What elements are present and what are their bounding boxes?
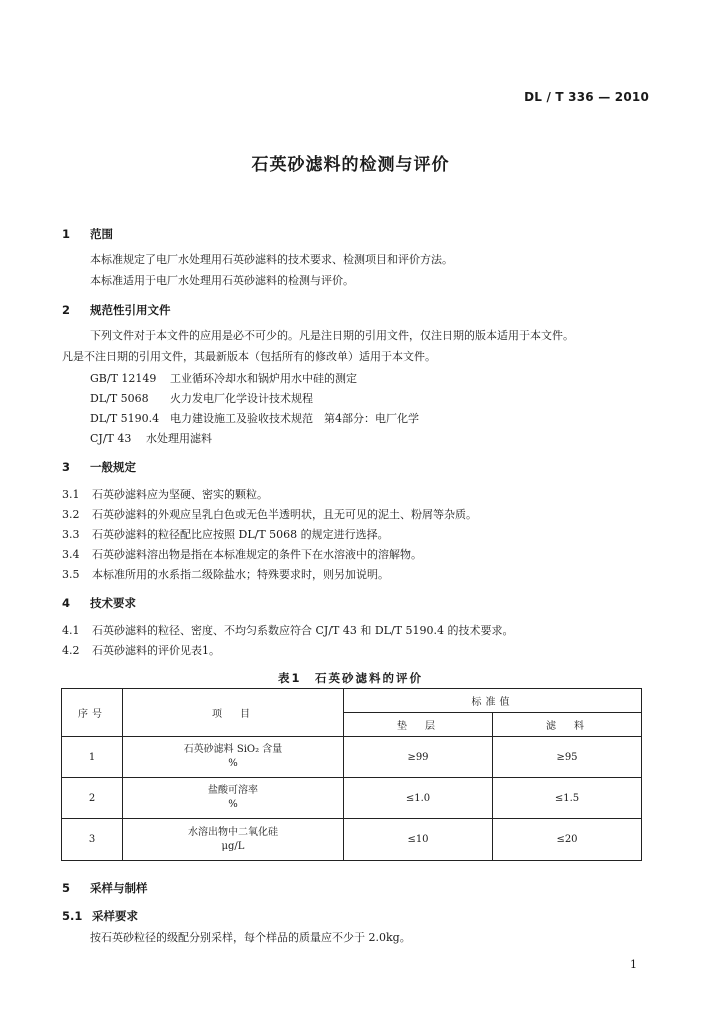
paragraph: 本标准规定了电厂水处理用石英砂滤料的技术要求、检测项目和评价方法。 — [90, 253, 453, 266]
page-number: 1 — [630, 958, 637, 971]
section-4-heading — [62, 595, 136, 611]
section-number: 4 — [62, 596, 71, 610]
subsection-number: 5.1 — [62, 909, 83, 923]
reference-title: 工业循环冷却水和锅炉用水中硅的测定 — [170, 372, 357, 385]
section-title: 采样与制样 — [90, 881, 148, 895]
cell-cushion: ≥99 — [344, 737, 493, 778]
cell-filter: ≤1.5 — [493, 778, 642, 819]
section-5-heading — [62, 880, 148, 896]
clause-number: 3.5 — [62, 568, 80, 581]
clause-text: 石英砂滤料的粒径、密度、不均匀系数应符合 CJ/T 43 和 DL/T 5190.4 的技术要求。 — [92, 624, 514, 637]
section-2-heading — [62, 302, 171, 318]
section-3-heading — [62, 459, 136, 475]
table-row — [62, 819, 642, 861]
subsection-title: 采样要求 — [92, 909, 138, 923]
cell-seq: 3 — [62, 819, 123, 861]
clause-text: 石英砂滤料的评价见表1。 — [92, 644, 220, 657]
cell-seq: 2 — [62, 778, 123, 819]
section-number: 3 — [62, 460, 71, 474]
clause-number: 3.1 — [62, 488, 80, 501]
section-title: 一般规定 — [90, 460, 136, 474]
clause-text: 石英砂滤料应为坚硬、密实的颗粒。 — [92, 488, 268, 501]
clause-item — [62, 642, 220, 658]
cell-seq: 1 — [62, 737, 123, 778]
section-title: 规范性引用文件 — [90, 303, 171, 317]
reference-title: 水处理用滤料 — [146, 432, 212, 445]
reference-item — [90, 430, 212, 446]
clause-item — [62, 546, 422, 562]
evaluation-table — [61, 688, 642, 861]
item-unit: % — [228, 758, 238, 769]
cell-cushion: ≤10 — [344, 819, 493, 861]
reference-code: CJ/T 43 — [90, 432, 132, 445]
paragraph: 按石英砂粒径的级配分别采样，每个样品的质量应不少于 2.0kg。 — [90, 931, 411, 944]
standard-code: DL / T 336 — 2010 — [524, 90, 649, 104]
section-title: 范围 — [90, 227, 113, 241]
paragraph: 本标准适用于电厂水处理用石英砂滤料的检测与评价。 — [90, 274, 354, 287]
reference-item — [90, 410, 419, 426]
paragraph: 凡是不注日期的引用文件，其最新版本（包括所有的修改单）适用于本文件。 — [62, 350, 436, 363]
clause-number: 3.2 — [62, 508, 80, 521]
reference-item — [90, 390, 313, 406]
clause-number: 3.3 — [62, 528, 80, 541]
reference-code: GB/T 12149 — [90, 372, 157, 385]
clause-text: 石英砂滤料溶出物是指在本标准规定的条件下在水溶液中的溶解物。 — [92, 548, 422, 561]
section-number: 1 — [62, 227, 71, 241]
table-caption: 表1 石英砂滤料的评价 — [277, 671, 423, 685]
reference-title: 火力发电厂化学设计技术规程 — [170, 392, 313, 405]
section-title: 技术要求 — [90, 596, 136, 610]
clause-item — [62, 506, 477, 522]
reference-code: DL/T 5068 — [90, 392, 149, 405]
clause-item — [62, 566, 389, 582]
item-name: 盐酸可溶率 — [208, 785, 258, 796]
subsection-5-1-heading — [62, 908, 138, 924]
cell-filter: ≥95 — [493, 737, 642, 778]
section-number: 2 — [62, 303, 71, 317]
clause-text: 石英砂滤料的外观应呈乳白色或无色半透明状，且无可见的泥土、粉屑等杂质。 — [92, 508, 477, 521]
section-1-heading — [62, 226, 113, 242]
header-seq: 序号 — [62, 689, 123, 737]
clause-number: 4.1 — [62, 624, 80, 637]
reference-title: 电力建设施工及验收技术规范 第4部分：电厂化学 — [170, 412, 419, 425]
reference-item — [90, 370, 357, 386]
clause-text: 本标准所用的水系指二级除盐水；特殊要求时，则另加说明。 — [92, 568, 389, 581]
document-title: 石英砂滤料的检测与评价 — [251, 155, 450, 175]
header-cushion: 垫 层 — [344, 713, 493, 737]
item-name: 水溶出物中二氧化硅 — [188, 826, 278, 838]
clause-item — [62, 622, 514, 638]
header-item: 项 目 — [123, 689, 344, 737]
section-number: 5 — [62, 881, 71, 895]
table-row — [62, 778, 642, 819]
table-row — [62, 737, 642, 778]
clause-number: 3.4 — [62, 548, 80, 561]
item-unit: μg/L — [221, 840, 245, 852]
clause-item — [62, 486, 268, 502]
cell-cushion: ≤1.0 — [344, 778, 493, 819]
item-unit: % — [228, 799, 238, 810]
cell-filter: ≤20 — [493, 819, 642, 861]
clause-item — [62, 526, 389, 542]
paragraph: 下列文件对于本文件的应用是必不可少的。凡是注日期的引用文件，仅注日期的版本适用于本文件。 — [90, 329, 574, 342]
item-name: 石英砂滤料 SiO₂ 含量 — [183, 744, 283, 755]
cell-item — [123, 737, 344, 778]
clause-text: 石英砂滤料的粒径配比应按照 DL/T 5068 的规定进行选择。 — [92, 528, 389, 541]
cell-item — [123, 819, 344, 861]
reference-code: DL/T 5190.4 — [90, 412, 160, 425]
cell-item — [123, 778, 344, 819]
clause-number: 4.2 — [62, 644, 80, 657]
header-filter: 滤 料 — [493, 713, 642, 737]
header-standard-value: 标准值 — [344, 689, 642, 713]
